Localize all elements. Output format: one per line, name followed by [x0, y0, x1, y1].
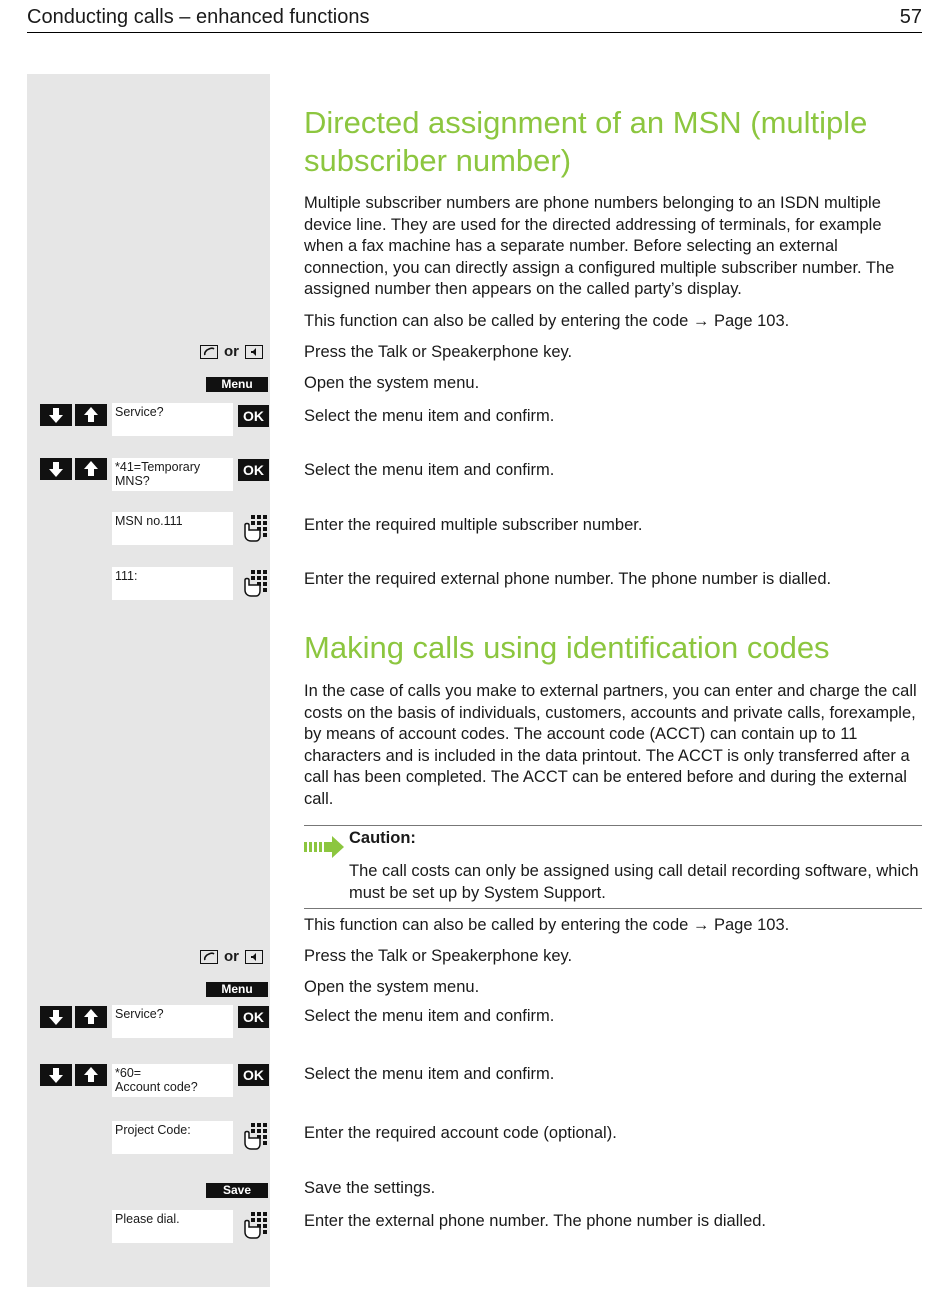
arrow-down-icon[interactable]	[40, 1064, 72, 1086]
s2-step-save: Save the settings.	[304, 1179, 436, 1197]
ok-key[interactable]: OK	[238, 405, 269, 427]
save-key[interactable]: Save	[206, 1183, 268, 1198]
or-label: or	[224, 343, 239, 360]
display-temporary-mns: *41=Temporary MNS?	[112, 458, 233, 491]
instruction-sidebar	[27, 74, 270, 1287]
caution-box	[304, 825, 922, 909]
keypad-icon	[242, 568, 269, 598]
menu-key[interactable]: Menu	[206, 377, 268, 392]
arrow-up-icon[interactable]	[75, 404, 107, 426]
s2-step-select2: Select the menu item and confirm.	[304, 1065, 555, 1083]
s1-step-menu: Open the system menu.	[304, 374, 480, 392]
display-msn-no: MSN no.111	[112, 512, 233, 545]
talk-key-icon	[200, 345, 218, 359]
display-account-code: *60= Account code?	[112, 1064, 233, 1097]
s1-step-select1: Select the menu item and confirm.	[304, 407, 555, 425]
speaker-key-icon	[245, 345, 263, 359]
display-111: 111:	[112, 567, 233, 600]
caution-text: The call costs can only be assigned using call detail recording software, which must be set up by System Support.	[349, 862, 919, 902]
or-label: or	[224, 948, 239, 965]
arrow-down-icon[interactable]	[40, 1006, 72, 1028]
display-service: Service?	[112, 403, 233, 436]
s2-step-talk: Press the Talk or Speakerphone key.	[304, 947, 573, 965]
menu-key[interactable]: Menu	[206, 982, 268, 997]
s2-step-account-code: Enter the required account code (optional).	[304, 1124, 617, 1142]
header-title: Conducting calls – enhanced functions	[27, 6, 370, 28]
ok-key[interactable]: OK	[238, 459, 269, 481]
display-service: Service?	[112, 1005, 233, 1038]
arrow-up-icon[interactable]	[75, 1006, 107, 1028]
display-please-dial: Please dial.	[112, 1210, 233, 1243]
caution-label: Caution:	[349, 829, 416, 847]
s2-step-dial: Enter the external phone number. The phone number is dialled.	[304, 1212, 766, 1230]
speaker-key-icon	[245, 950, 263, 964]
arrow-up-icon[interactable]	[75, 1064, 107, 1086]
caution-arrow-icon	[304, 834, 346, 865]
s1-step-enter-external: Enter the required external phone number. The phone number is dialled.	[304, 570, 832, 588]
section1-title: Directed assignment of an MSN (multiple subscriber number)	[304, 105, 868, 178]
keypad-icon	[242, 513, 269, 543]
ok-key[interactable]: OK	[238, 1064, 269, 1086]
talk-key-icon	[200, 950, 218, 964]
section1-intro: Multiple subscriber numbers are phone numbers belonging to an ISDN multiple device line. They are used for the directed addressing of terminals, for example when a fax machine has a separate number. Before selecting an external connection, you can directly assign a configured multiple subscriber number. The assigned number then appears on the called party’s display.	[304, 194, 895, 298]
talk-or-speaker-keys	[200, 948, 263, 965]
section2-title: Making calls using identification codes	[304, 630, 830, 665]
keypad-icon	[242, 1210, 269, 1240]
arrow-up-icon[interactable]	[75, 458, 107, 480]
display-project-code: Project Code:	[112, 1121, 233, 1154]
section1-code-note: This function can also be called by entering the code → Page 103.	[304, 312, 790, 330]
s1-step-select2: Select the menu item and confirm.	[304, 461, 555, 479]
keypad-icon	[242, 1121, 269, 1151]
section2-code-note: This function can also be called by entering the code → Page 103.	[304, 916, 790, 934]
page-number: 57	[899, 6, 922, 28]
arrow-down-icon[interactable]	[40, 404, 72, 426]
arrow-down-icon[interactable]	[40, 458, 72, 480]
s1-step-talk: Press the Talk or Speakerphone key.	[304, 343, 573, 361]
page-header	[27, 6, 922, 33]
s2-step-select1: Select the menu item and confirm.	[304, 1007, 555, 1025]
s2-step-menu: Open the system menu.	[304, 978, 480, 996]
s1-step-enter-msn: Enter the required multiple subscriber number.	[304, 516, 643, 534]
ok-key[interactable]: OK	[238, 1006, 269, 1028]
talk-or-speaker-keys	[200, 343, 263, 360]
section2-intro: In the case of calls you make to external partners, you can enter and charge the call costs on the basis of individuals, customers, accounts and private calls, forexample, by means of account codes. The account code (ACCT) can contain up to 11 characters and is included in the data printout. The ACCT is only transferred after a call has been completed. The ACCT can be entered before and during the external call.	[304, 682, 917, 808]
